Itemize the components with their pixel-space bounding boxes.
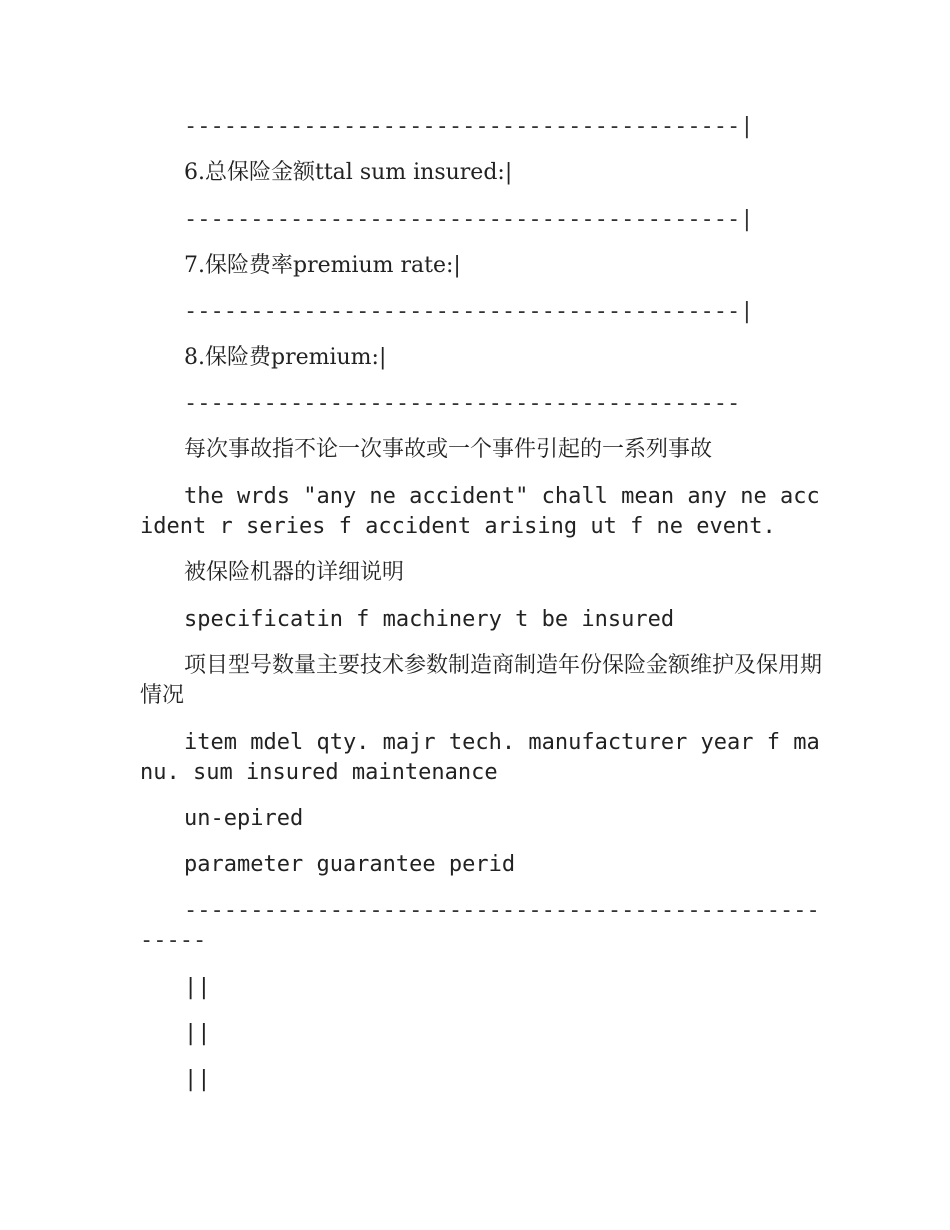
table-columns-en-cont: un-epired — [184, 806, 304, 831]
separator-line: ------------------------------------------| — [184, 207, 754, 232]
any-one-accident-en: the wrds "any ne accident" chall mean any ne accident r series f accident arising ut f ne event. — [140, 484, 820, 539]
premium-field: 8.保险费premium:| — [184, 345, 387, 370]
table-row-placeholder: || — [184, 1067, 211, 1092]
table-row-placeholder: || — [184, 1021, 211, 1046]
any-one-accident-cn: 每次事故指不论一次事故或一个事件引起的一系列事故 — [184, 437, 713, 462]
table-row-placeholder: || — [184, 975, 211, 1000]
machinery-spec-heading-cn: 被保险机器的详细说明 — [184, 560, 405, 585]
separator-line: ------------------------------------------| — [184, 114, 754, 139]
table-columns-en: item mdel qty. majr tech. manufacturer year f manu. sum insured maintenance — [140, 730, 820, 785]
separator-line: ------------------------------------------ — [184, 391, 741, 416]
separator-line: ------------------------------------------| — [184, 299, 754, 324]
table-columns-cn: 项目型号数量主要技术参数制造商制造年份保险金额维护及保用期情况 — [140, 653, 823, 708]
table-separator-line: ----------------------------------------------------- — [140, 898, 820, 953]
table-columns-en-cont: parameter guarantee perid — [184, 852, 516, 877]
total-sum-insured-field: 6.总保险金额ttal sum insured:| — [184, 160, 513, 185]
machinery-spec-heading-en: specificatin f machinery t be insured — [184, 607, 675, 632]
premium-rate-field: 7.保险费率premium rate:| — [184, 253, 461, 278]
